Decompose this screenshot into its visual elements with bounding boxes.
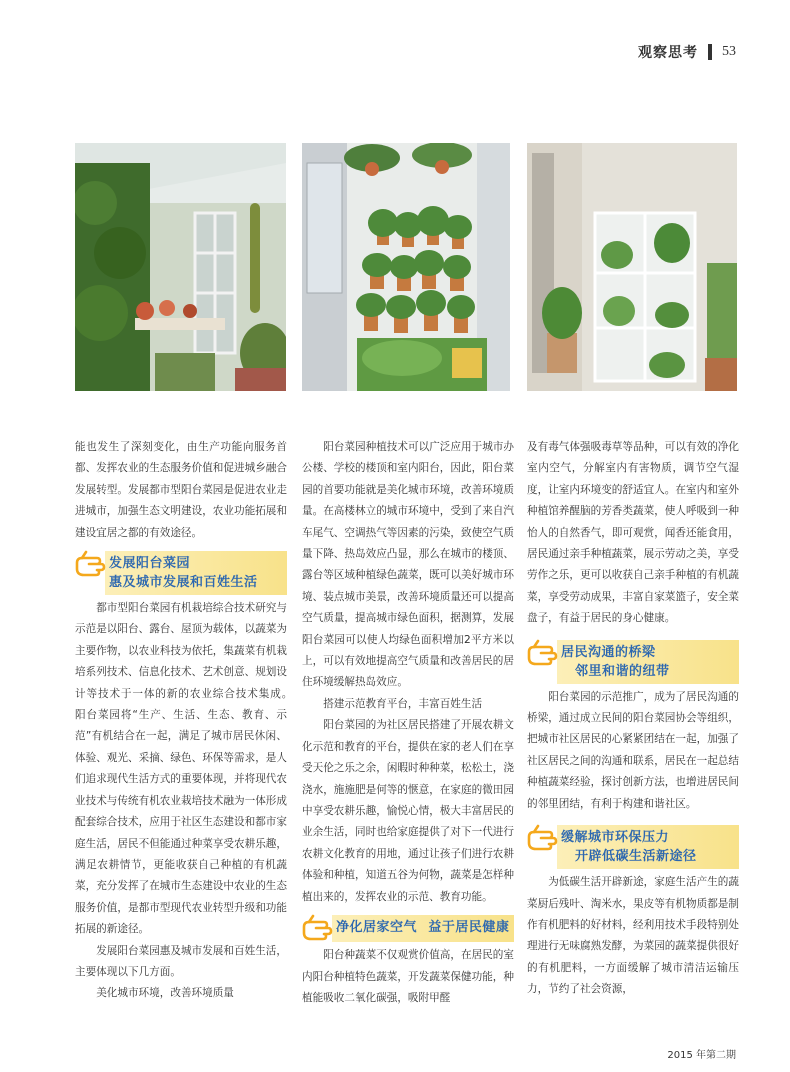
pointing-hand-icon [75,549,109,579]
text-column-3 [527,437,739,1001]
paragraph: 阳台菜园的示范推广，成为了居民沟通的桥梁，通过成立民间的阳台菜园协会等组织，把城市社区居民的心紧紧团结在一起，加强了社区居民之间的沟通和联系，居民在一起总结种植蔬菜经验，探讨创新方法，也增进居民间的邻里团结，有利于构建和谐社区。 [527,690,739,810]
header-divider [708,44,712,60]
pointing-hand-icon [527,823,561,853]
issue-label: 2015 年第二期 [667,1050,736,1061]
pointing-hand-icon [302,913,336,943]
section-heading [75,551,287,595]
paragraph: 能也发生了深刻变化，由生产功能向服务首都、发挥农业的生态服务价值和促进城乡融合发展转型。发展都市型阳台菜园是促进农业走进城市，加强生态文明建设，农业功能拓展和建设宜居之都的有效途径。 [75,441,287,539]
paragraph: 都市型阳台菜园有机栽培综合技术研究与示范是以阳台、露台、屋顶为载体，以蔬菜为主要作物，以农业科技为依托，集蔬菜有机栽培系列技术、信息化技术、艺术创意、规划设计等技术于一体的新的农业综合技术集成。 阳台菜园将“生产、生活、生态、教育、示范”有机结合在一起，满足了城市居民休闲、体验、观光、采摘、绿色、环保等需求，是人们追求现代生活方式的重要体现，并将现代农业技术与传统有机农业栽培技术融为一体形成配套综合技术，应用于社区生态建设和都市家庭生活，居民不但能通过种菜享受农耕乐趣，满足农耕情节，更能收获自己种植的有机蔬菜，充分发挥了在城市生态建设中农业的生态服务价值，是都市型现代农业转型升级和功能拓展的新途径。 [75,602,298,936]
column-title: 观察思考 [638,45,698,61]
pointing-hand-icon [527,638,561,668]
page-number: 53 [722,44,736,59]
text-column-1 [75,437,298,1005]
section-heading [527,640,739,684]
section-heading [302,915,514,942]
paragraph: 发展阳台菜园惠及城市发展和百姓生活，主要体现以下几方面。 [75,944,287,978]
paragraph: 阳台菜园的为社区居民搭建了开展农耕文化示范和教育的平台，提供在家的老人们在享受天伦之乐之余，闲暇时种种菜，松松土，浇浇水，施施肥是何等的惬意，在家庭的微田园中享受农耕乐趣，愉悦心情，极大丰富居民的业余生活，同时也给家庭提供了对下一代进行农耕文化教育的用地，通过让孩子们进行农耕体验和种植，知道五谷为何物，蔬菜是怎样种植出来的，发挥农业的示范、教育功能。 [302,719,514,903]
section-title: 居民沟通的桥梁 [561,644,656,660]
section-subtitle: 开辟低碳生活新途径 [575,849,697,865]
section-subtitle: 益于居民健康 [428,919,510,935]
page-header [638,42,736,62]
paragraph: 阳台种蔬菜不仅观赏价值高，在居民的室内阳台种植特色蔬菜，开发蔬菜保健功能，种植能吸收二氧化碳强，吸附甲醛 [302,949,514,1005]
section-title: 缓解城市环保压力 [561,830,670,846]
text-column-2 [302,437,514,1010]
section-title: 净化居家空气 [336,919,418,935]
paragraph-subheading: 美化城市环境，改善环境质量 [96,987,234,1000]
paragraph: 为低碳生活开辟新途，家庭生活产生的蔬菜厨后残叶、淘米水，果皮等有机物质都是制作有机肥料的好材料，经利用技术手段特别处理进行无味腐熟发酵，为菜园的蔬菜提供很好的有机肥料，一方面缓解了城市清洁运输压力，节约了社会资源， [527,876,739,996]
section-subtitle: 惠及城市发展和百姓生活 [109,575,258,591]
balcony-plant-stand-photo [302,143,510,391]
section-heading [527,825,739,869]
paragraph: 及有毒气体强吸毒草等品种，可以有效的净化室内空气，分解室内有害物质，调节空气湿度，让室内环境变的舒适宜人。在室内和室外种植馆养醒脑的芳香类蔬菜，使人呼吸到一种怡人的自然香气，即可观赏，闻香还能食用，居民通过亲手种植蔬菜，展示劳动之美，享受劳作之乐，更可以收获自己亲手种植的有机蔬菜，享受劳动成果，丰富自家菜篮子，安全菜盘子，有益于居民的身心健康。 [527,441,739,625]
paragraph-subheading: 搭建示范教育平台，丰富百姓生活 [323,697,483,710]
greenhouse-photo [75,143,286,391]
section-subtitle: 邻里和谐的纽带 [575,663,670,679]
paragraph: 阳台菜园种植技术可以广泛应用于城市办公楼、学校的楼顶和室内阳台，因此，阳台菜园的首要功能就是美化城市环境，改善环境质量。在高楼林立的城市环境中，受到了来自汽车尾气、空调热气等因素的污染，致使空气质量下降、热岛效应凸显，那么在城市的楼顶、露台等区域种植绿色蔬菜，既可以美好城市环境、装点城市美景，改善环境质量还可以提高空气质量，提高城市绿色面积，据测算，发展阳台菜园可以使人均绿色面积增加2平方米以上，可以有效地提高空气质量和改善居民的居住环境缓解热岛效应。 [302,441,514,689]
glass-cabinet-photo [527,143,737,391]
section-title: 发展阳台菜园 [109,556,191,572]
